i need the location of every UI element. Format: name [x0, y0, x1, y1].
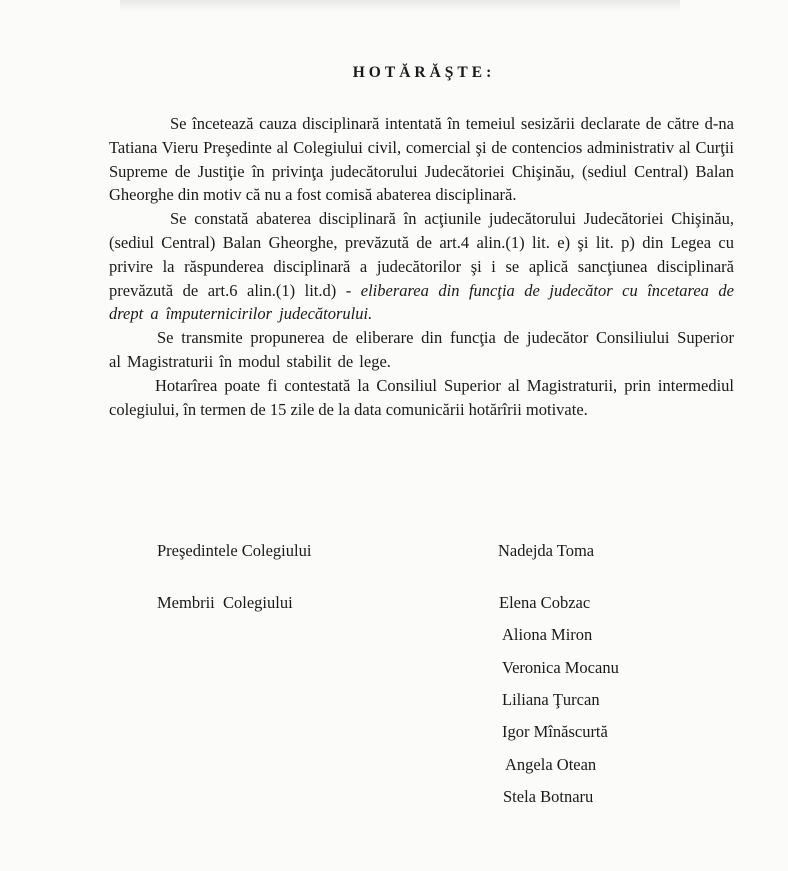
president-name: Nadejda Toma	[498, 541, 595, 560]
paragraph-sanction	[109, 207, 734, 326]
paragraph-sanction-italic: eliberarea din funcţia de judecător cu încetarea de drept a împuternicirilor judecătorului.	[109, 280, 734, 324]
president-label: Preşedintele Colegiului	[157, 541, 312, 560]
members-label: Membrii Colegiului	[157, 593, 293, 612]
member-name: Liliana Ţurcan	[502, 690, 600, 709]
member-name: Igor Mînăscurtă	[502, 722, 608, 741]
member-name: Elena Cobzac	[499, 593, 591, 612]
paragraph-appeal: Hotarîrea poate fi contestată la Consiliul Superior al Magistraturii, prin intermediul colegiului, în termen de 15 zile de la data comunicării hotărîrii motivate.	[109, 375, 734, 419]
member-name: Aliona Miron	[502, 625, 593, 644]
paragraph-transmission: Se transmite propunerea de eliberare din funcţia de judecător Consiliului Superior al Magistraturii în modul stabilit de lege.	[109, 328, 734, 371]
member-name: Angela Otean	[505, 755, 597, 774]
paragraph-sanction-text: Se constată abaterea disciplinară în acţiunile judecătorului Judecătoriei Chişinău, (sediul Central) Balan Gheorghe, prevăzută de art.4 alin.(1) lit. e) şi lit. p) din Legea cu privire la răspunderea disciplinară a judecătorilor şi i se aplică sancţiunea disciplinară prevăzută de art.6 alin.(1) lit.d) -	[109, 209, 734, 300]
decision-body	[109, 112, 734, 421]
member-name: Veronica Mocanu	[502, 658, 619, 677]
member-name: Stela Botnaru	[503, 787, 594, 806]
decision-heading: HOTĂRĂŞTE:	[352, 64, 496, 81]
scan-artifact	[120, 0, 680, 12]
paragraph-termination: Se încetează cauza disciplinară intentată în temeiul sesizării declarate de către d-na Tatiana Vieru Preşedinte al Colegiului civil, comercial şi de contencios administrativ al Curţii Supreme de Justiţie în privinţa judecătorului Judecătoriei Chişinău, (sediul Central) Balan Gheorghe din motiv că nu a fost comisă abaterea disciplinară.	[109, 114, 734, 205]
